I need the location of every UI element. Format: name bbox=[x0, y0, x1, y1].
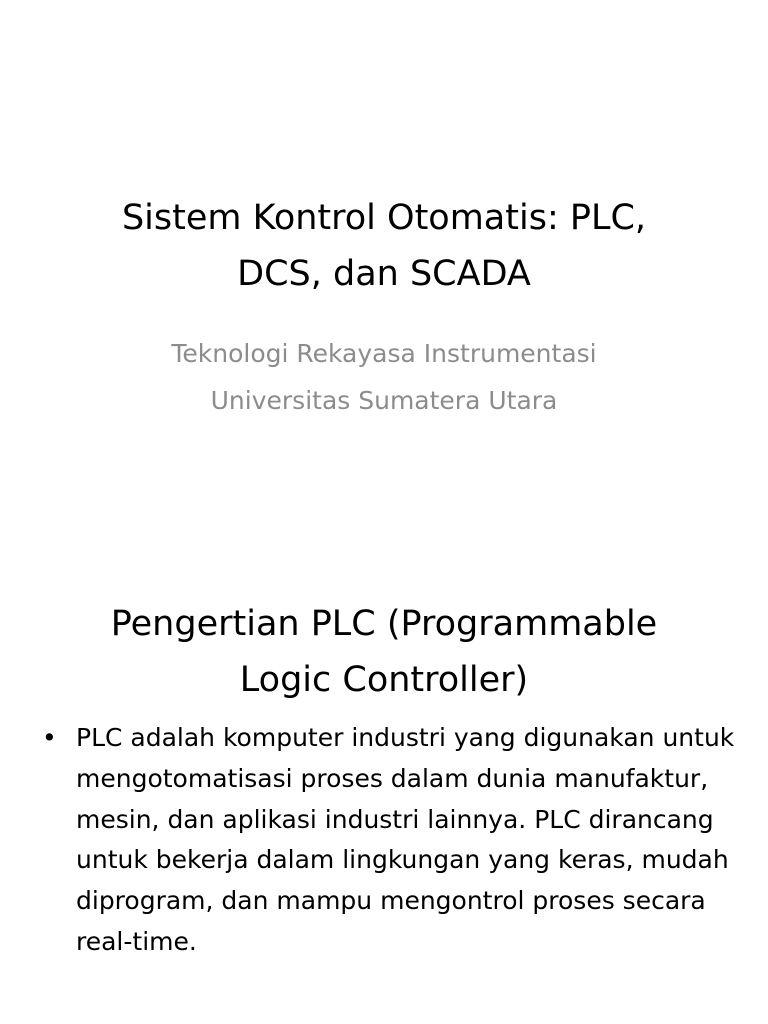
bullet-icon: • bbox=[42, 723, 57, 752]
content-title-line-2: Logic Controller) bbox=[239, 660, 529, 700]
subtitle-program: Teknologi Rekayasa Instrumentasi bbox=[171, 339, 597, 368]
slide-title bbox=[40, 190, 728, 302]
bullet-text: PLC adalah komputer industri yang digunakan untuk mengotomatisasi proses dalam dunia manufaktur, mesin, dan aplikasi industri lainnya. PLC dirancang untuk bekerja dalam lingkungan yang keras, mudah diprogram, dan mampu mengontrol proses secara real-time. bbox=[76, 723, 735, 956]
content-title-line-1: Pengertian PLC (Programmable bbox=[110, 604, 658, 644]
subtitle-university: Universitas Sumatera Utara bbox=[210, 386, 558, 415]
slide-title-line-1: Sistem Kontrol Otomatis: PLC, bbox=[121, 198, 647, 238]
bullet-item bbox=[40, 718, 740, 963]
slide-title-line-2: DCS, dan SCADA bbox=[237, 254, 531, 294]
content-slide bbox=[0, 512, 768, 1024]
content-slide-title bbox=[30, 596, 738, 708]
bullet-list bbox=[40, 718, 740, 963]
slide-subtitle bbox=[40, 330, 728, 424]
